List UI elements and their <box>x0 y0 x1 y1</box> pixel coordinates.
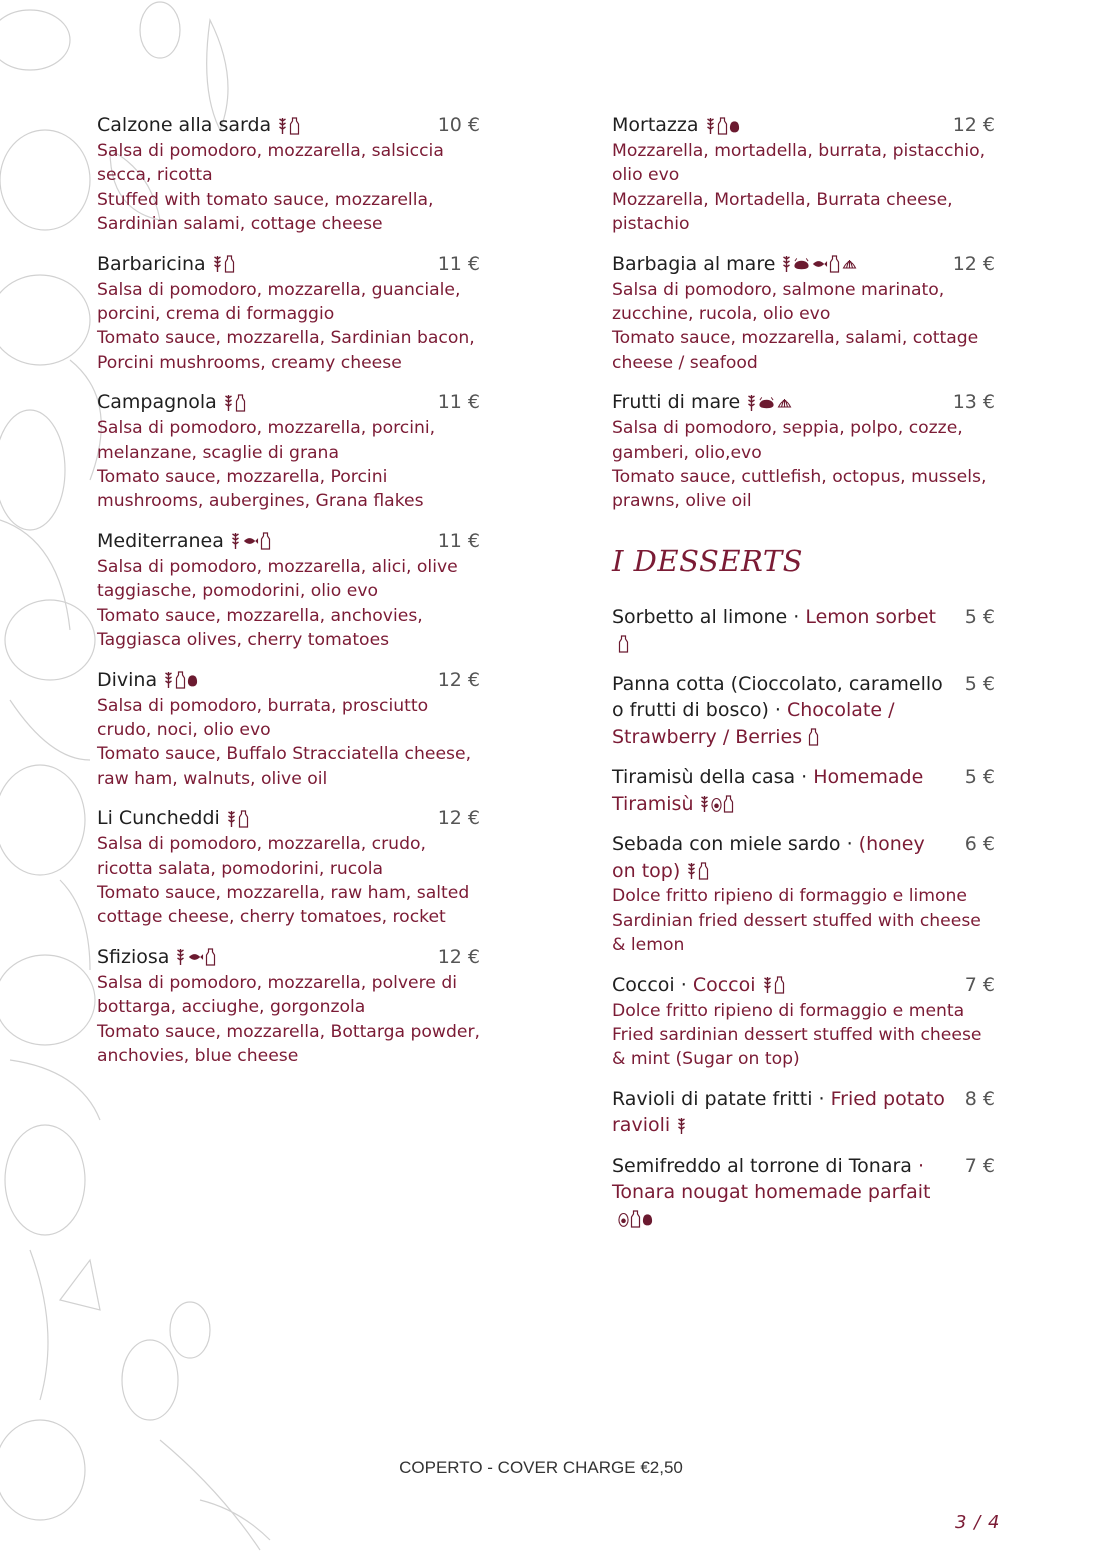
dessert-description: Dolce fritto ripieno di formaggio e limone <box>612 886 967 907</box>
dessert-item <box>612 1153 995 1233</box>
allergen-icons <box>277 117 301 135</box>
menu-item <box>97 251 480 376</box>
allergen-icons <box>746 394 794 412</box>
wheat-icon <box>230 532 241 550</box>
fish-icon <box>811 255 828 273</box>
allergen-icons <box>699 795 735 813</box>
wheat-icon <box>226 810 237 828</box>
allergen-icons <box>808 728 820 746</box>
item-price: 12 € <box>952 114 995 136</box>
milk-icon <box>723 795 734 813</box>
item-name <box>97 251 236 278</box>
milk-icon <box>774 976 785 994</box>
dessert-price: 7 € <box>964 973 995 996</box>
item-description-it: Salsa di pomodoro, mozzarella, salsiccia secca, ricotta <box>97 141 444 186</box>
allergen-icons <box>223 394 247 412</box>
nut-icon <box>642 1210 653 1228</box>
item-price: 10 € <box>437 114 480 136</box>
item-name-text: Frutti di mare <box>612 391 741 414</box>
milk-icon <box>235 394 246 412</box>
menu-item <box>97 112 480 237</box>
allergen-icons <box>781 255 859 273</box>
item-description-en: Tomato sauce, mozzarella, anchovies, Taggiasca olives, cherry tomatoes <box>97 605 423 651</box>
item-name <box>97 112 301 139</box>
desserts-section-title: I DESSERTS <box>612 543 804 578</box>
egg-icon <box>711 795 722 813</box>
item-name-text: Calzone alla sarda <box>97 114 272 136</box>
item-price: 12 € <box>437 668 480 691</box>
item-description-it: Salsa di pomodoro, mozzarella, alici, olive taggiasche, pomodorini, olio evo <box>97 556 458 602</box>
dessert-name-it: Sebada con miele sardo · <box>612 833 859 856</box>
item-description-en: Tomato sauce, mozzarella, Sardinian bacon, Porcini mushrooms, creamy cheese <box>97 328 475 373</box>
crab-icon <box>758 394 775 412</box>
dessert-item <box>612 671 995 751</box>
item-name-text: Barbaricina <box>97 252 206 275</box>
menu-item <box>612 251 995 376</box>
item-name <box>97 667 199 694</box>
item-description-en: Tomato sauce, Buffalo Stracciatella cheese, raw ham, walnuts, olive oil <box>97 744 472 789</box>
item-name-text: Li Cuncheddi <box>97 807 220 830</box>
wheat-icon <box>163 671 174 689</box>
allergen-icons <box>686 862 710 880</box>
allergen-icons <box>705 117 741 135</box>
item-description-it: Salsa di pomodoro, burrata, prosciutto crudo, noci, olio evo <box>97 695 429 740</box>
allergen-icons <box>226 810 250 828</box>
item-price: 12 € <box>437 945 480 968</box>
pizza-column-left <box>97 112 480 1082</box>
item-price: 12 € <box>437 807 480 830</box>
dessert-name <box>612 1153 947 1233</box>
item-description-en: Stuffed with tomato sauce, mozzarella, Sardinian salami, cottage cheese <box>97 189 434 235</box>
dessert-price: 6 € <box>964 833 995 856</box>
item-name <box>97 528 272 555</box>
item-price: 13 € <box>952 391 995 414</box>
milk-icon <box>175 671 186 689</box>
item-description-it: Salsa di pomodoro, mozzarella, porcini, melanzane, scaglie di grana <box>97 418 436 463</box>
dessert-name <box>612 764 947 817</box>
wheat-icon <box>223 394 234 412</box>
dessert-name <box>612 671 947 751</box>
item-description-en: Tomato sauce, mozzarella, salami, cottage cheese / seafood <box>612 328 979 373</box>
item-name-text: Divina <box>97 668 158 691</box>
item-name <box>612 389 794 416</box>
dessert-name-it: Tiramisù della casa · <box>612 766 814 789</box>
milk-icon <box>618 635 629 653</box>
menu-item <box>97 944 480 1069</box>
dessert-item <box>612 604 995 657</box>
wheat-icon <box>746 394 757 412</box>
fish-icon <box>187 948 204 966</box>
allergen-icons <box>618 635 630 653</box>
menu-item <box>97 389 480 514</box>
milk-icon <box>260 532 271 550</box>
wheat-icon <box>686 862 697 880</box>
dessert-item <box>612 972 995 1072</box>
dessert-name <box>612 1086 947 1139</box>
dessert-item <box>612 831 995 957</box>
menu-item <box>612 112 995 237</box>
item-name-text: Mediterranea <box>97 529 224 552</box>
wheat-icon <box>277 117 288 135</box>
dessert-description: Dolce fritto ripieno di formaggio e menta <box>612 1000 965 1021</box>
allergen-icons <box>212 255 236 273</box>
dessert-name-it: Semifreddo al torrone di Tonara <box>612 1154 918 1177</box>
item-name-text: Sfiziosa <box>97 945 170 968</box>
item-description-it: Salsa di pomodoro, mozzarella, crudo, ricotta salata, pomodorini, rucola <box>97 834 426 879</box>
dessert-name <box>612 831 947 884</box>
dessert-name-it: Sorbetto al limone · <box>612 605 806 628</box>
wheat-icon <box>762 976 773 994</box>
milk-icon <box>224 255 235 273</box>
allergen-icons <box>762 976 786 994</box>
dessert-name-en: Homemade Tiramisù <box>612 766 924 815</box>
dessert-name-en: · Tonara nougat homemade parfait <box>612 1154 931 1204</box>
item-price: 12 € <box>952 252 995 275</box>
menu-item <box>97 667 480 792</box>
item-name <box>612 251 859 278</box>
dessert-name-it: Ravioli di patate fritti · <box>612 1087 831 1110</box>
item-description-it: Salsa di pomodoro, seppia, polpo, cozze, gamberi, olio,evo <box>612 418 963 463</box>
wheat-icon <box>699 795 710 813</box>
item-name <box>97 805 250 832</box>
item-description-it: Salsa di pomodoro, salmone marinato, zucchine, rucola, olio evo <box>612 279 945 325</box>
item-price: 11 € <box>437 252 480 275</box>
milk-icon <box>238 810 249 828</box>
wheat-icon <box>175 948 186 966</box>
item-name-text: Barbagia al mare <box>612 252 776 275</box>
dessert-name <box>612 604 947 657</box>
dessert-name-en: (honey on top) <box>612 833 925 882</box>
milk-icon <box>717 117 728 135</box>
menu-item <box>97 528 480 653</box>
dessert-name-en: Chocolate / Strawberry / Berries <box>612 699 895 748</box>
allergen-icons <box>676 1117 688 1135</box>
item-description-en: Mozzarella, Mortadella, Burrata cheese, pistachio <box>612 189 953 235</box>
nut-icon <box>187 671 198 689</box>
allergen-icons <box>175 948 217 966</box>
item-name <box>612 112 741 139</box>
item-description-en: Tomato sauce, mozzarella, Porcini mushrooms, aubergines, Grana flakes <box>97 467 424 512</box>
menu-item <box>612 389 995 514</box>
item-name <box>97 944 217 971</box>
shell-icon <box>841 255 858 273</box>
dessert-price: 8 € <box>964 1087 995 1110</box>
dessert-name-it: Panna cotta (Cioccolato, caramello o frutti di bosco) · <box>612 672 943 722</box>
item-name-text: Mortazza <box>612 114 699 136</box>
pizza-dessert-column-right <box>612 112 995 1246</box>
crab-icon <box>793 255 810 273</box>
item-name <box>97 389 247 416</box>
dessert-name-it: Coccoi · <box>612 973 693 996</box>
dessert-price: 7 € <box>964 1154 995 1177</box>
item-description-en: Tomato sauce, mozzarella, Bottarga powder, anchovies, blue cheese <box>97 1021 481 1066</box>
item-description-en: Tomato sauce, cuttlefish, octopus, mussels, prawns, olive oil <box>612 467 987 512</box>
item-description-en: Tomato sauce, mozzarella, raw ham, salted cottage cheese, cherry tomatoes, rocket <box>97 882 470 928</box>
item-description-it: Salsa di pomodoro, mozzarella, polvere di bottarga, acciughe, gorgonzola <box>97 972 458 1018</box>
shell-icon <box>776 394 793 412</box>
fish-icon <box>242 532 259 550</box>
milk-icon <box>829 255 840 273</box>
allergen-icons <box>163 671 199 689</box>
dessert-name-en: Coccoi <box>692 973 756 996</box>
milk-icon <box>289 117 300 135</box>
dessert-price: 5 € <box>964 672 995 695</box>
dessert-item <box>612 764 995 817</box>
dessert-description: Fried sardinian dessert stuffed with cheese & mint (Sugar on top) <box>612 1025 982 1070</box>
wheat-icon <box>705 117 716 135</box>
cover-charge-note: COPERTO - COVER CHARGE €2,50 <box>399 1458 683 1477</box>
item-name-text: Campagnola <box>97 391 217 414</box>
milk-icon <box>630 1210 641 1228</box>
dessert-name-en: Lemon sorbet <box>805 605 937 628</box>
dessert-price: 5 € <box>964 766 995 789</box>
dessert-name-en: Fried potato ravioli <box>612 1087 945 1137</box>
dessert-price: 5 € <box>964 605 995 628</box>
dessert-name <box>612 972 786 999</box>
item-price: 11 € <box>437 391 480 414</box>
item-description-it: Mozzarella, mortadella, burrata, pistacchio, olio evo <box>612 141 986 186</box>
page-indicator: 3 / 4 <box>955 1512 1001 1533</box>
egg-icon <box>618 1210 629 1228</box>
milk-icon <box>808 728 819 746</box>
wheat-icon <box>781 255 792 273</box>
item-description-it: Salsa di pomodoro, mozzarella, guanciale, porcini, crema di formaggio <box>97 279 461 325</box>
menu-item <box>97 805 480 930</box>
allergen-icons <box>230 532 272 550</box>
milk-icon <box>698 862 709 880</box>
item-price: 11 € <box>437 529 480 552</box>
milk-icon <box>205 948 216 966</box>
dessert-description: Sardinian fried dessert stuffed with cheese & lemon <box>612 910 981 956</box>
nut-icon <box>729 117 740 135</box>
wheat-icon <box>676 1117 687 1135</box>
allergen-icons <box>618 1210 654 1228</box>
wheat-icon <box>212 255 223 273</box>
dessert-item <box>612 1086 995 1139</box>
